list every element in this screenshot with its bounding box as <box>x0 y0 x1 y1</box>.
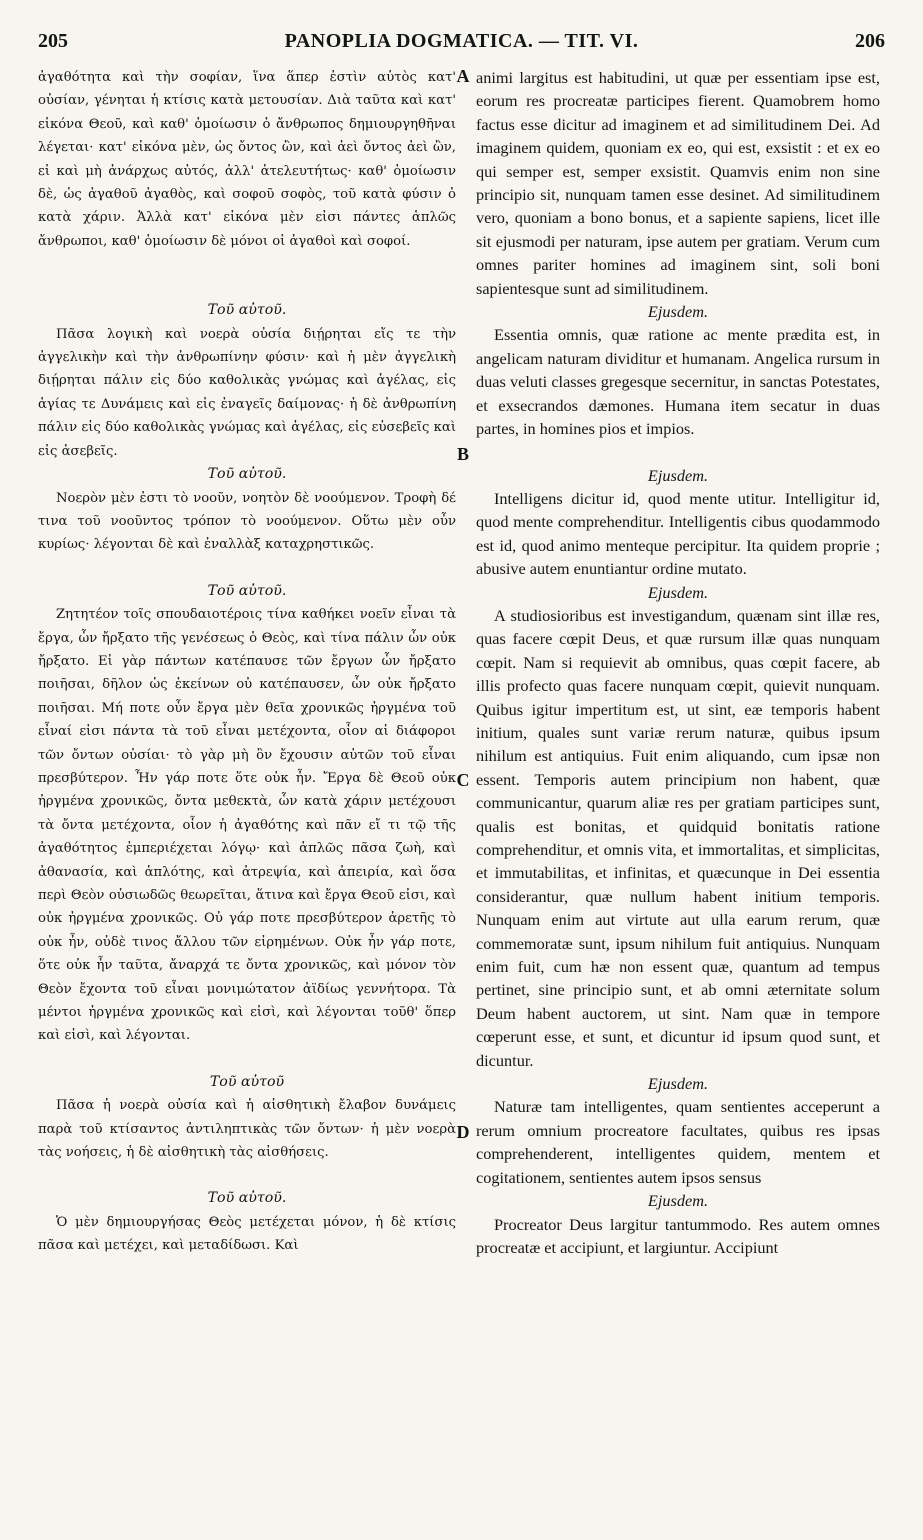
latin-paragraph-2: Essentia omnis, quæ ratione ac mente prædita est, in angelicam naturam dividitur et humanam. Angelica rursum in duas veluti classes gregesque secernitur, in sanctas Potestates, et exsecrandos dæmones. Humana item secatur in duas partes, in homines pios et impios. <box>476 325 880 439</box>
latin-heading-5: Ejusdem. <box>647 1074 709 1094</box>
greek-heading-2: Τοῦ αὐτοῦ. <box>207 302 287 319</box>
section-marker-d: D <box>456 1122 470 1142</box>
greek-heading-6: Τοῦ αὐτοῦ. <box>207 1190 287 1207</box>
section-marker-c: C <box>456 770 470 790</box>
greek-heading-5: Τοῦ αὐτοῦ <box>209 1073 285 1090</box>
greek-paragraph-6: Ὁ μὲν δημιουργήσας Θεὸς μετέχεται μόνον, ἡ δὲ κτίσις πᾶσα καὶ μετέχει, καὶ μεταδίδωσι. Καὶ <box>38 1214 456 1254</box>
page-header <box>38 30 885 64</box>
greek-paragraph-4: Ζητητέον τοῖς σπουδαιοτέροις τίνα καθήκει νοεῖν εἶναι τὰ ἔργα, ὧν ἤρξατο τῆς γενέσεως ὁ Θεὸς, καὶ τίνα πάλιν ὧν οὐκ ἤρξατο. Εἰ γὰρ πάντων κατέπαυσε τῶν ἔργων ὧν ἤρξατο ποιῆσαι, δῆλον ὡς ἐκείνων οὐ κατέπαυσεν, ὧν οὐκ ἤρξατο ποιῆσαι. Μή ποτε οὖν ἔργα μὲν θεῖα χρονικῶς ἠργμένα τοῦ εἶναί εἰσι πάντα τὰ τοῦ εἶναι μετέχοντα, οἷον αἱ διάφοροι τῶν ὄντων οὐσίαι· τὸ γὰρ μὴ ὂν ἔχουσιν αὐτῶν τοῦ εἶναι πρεσβύτερον. Ἦν γάρ ποτε ὅτε οὐκ ἦν. Ἔργα δὲ Θεοῦ οὐκ ἠργμένα χρονικῶς, ὄντα μεθεκτὰ, ὧν κατὰ χάριν μετέχουσι τὰ ὄντα μετέχοντα, οἷον ἡ ἀγαθότης καὶ πᾶν εἴ τι τῷ τῆς ἀγαθότητος ἐμπεριέχεται λόγῳ· καὶ ἁπλῶς πᾶσα ζωὴ, καὶ ἀθανασία, καὶ ἁπλότης, καὶ ἀτρεψία, καὶ ἀπειρία, καὶ ὅσα περὶ Θεὸν οὐσιωδῶς θεωρεῖται, ἅτινα καὶ ἔργα Θεοῦ εἰσι, καὶ οὐκ ἠργμένα χρονικῶς. Οὐ γάρ ποτε πρεσβύτερον ἀρετῆς τὸ οὐκ ἦν, οὐδὲ τινος ἄλλου τῶν εἰρημένων. Οὐκ ἦν γάρ ποτε, ὅτε οὐκ ἦν ταῦτα, ἄναρχά τε ὄντα χρονικῶς, καὶ μόνον τὸν Θεὸν ἔχοντα τοῦ εἶναι μονιμώτατον ἀϊδίως γεννήτορα. Τὰ μέντοι ἠργμένα χρονικῶς καὶ εἰσὶ, καὶ λέγονται τοῦθ' ὅπερ καὶ εἰσὶ, καὶ λέγονται. <box>38 607 456 1044</box>
latin-paragraph-6: Procreator Deus largitur tantummodo. Res autem omnes procreatæ et accipiunt, et largiuntur. Accipiunt <box>476 1214 880 1257</box>
latin-heading-6: Ejusdem. <box>647 1191 709 1211</box>
latin-heading-4: Ejusdem. <box>647 582 709 602</box>
greek-paragraph-5: Πᾶσα ἡ νοερὰ οὐσία καὶ ἡ αἰσθητικὴ ἔλαβον δυνάμεις παρὰ τοῦ κτίσαντος ἀντιληπτικὰς τῶν ὄντων· ἡ μὲν νοερὰ τὰς νοήσεις, ἡ δὲ αἰσθητικὴ τὰς αἰσθήσεις. <box>38 1098 456 1161</box>
latin-paragraph-5: Naturæ tam intelligentes, quam sentientes acceperunt a rerum omnium procreatore facultates, quibus res ipsas comprehenderent, intelligentes quidem, mentem et cogitationem, sentientes autem ipsos sensus <box>476 1097 880 1187</box>
greek-paragraph-3: Νοερὸν μὲν ἐστι τὸ νοοῦν, νοητὸν δὲ νοούμενον. Τροφὴ δέ τινα τοῦ νοοῦντος τρόπον τὸ νοούμενον. Οὕτω μὲν οὖν κυρίως· λέγονται δὲ καὶ ἐναλλὰξ καταχρηστικῶς. <box>38 490 456 553</box>
latin-paragraph-4: A studiosioribus est investigandum, quænam sint illæ res, quas facere cœpit Deus, et quæ rursum illæ quas nunquam cœpit. Nam si requievit ab omnibus, quas cœpit facere, ab illis profecto quas facere nunquam cœpit, quievit nunquam. Quibus igitur impertitum est, ut sint, eæ temporis habent initium, quales sunt variæ rerum naturæ, quibus ipsum nihilum est antiquius. Fuit enim aliquando, cum ipsæ non essent. Temporis autem principium non habent, quæ communicantur, quarum aliæ res per gratiam participes sunt, qualis est bonitas, et quidquid bonitatis ratione comprehenditur, et omnis vita, et immortalitas, et simplicitas, et immutabilitas, et infinitas, et quæcunque in Dei essentia considerantur, quæ nullum habent initium temporis. Nunquam enim aut virtute aut ulla earum rerum, quæ commemoratæ sunt, ipsum nihilum fuit antiquius. Nunquam enim fuit, cum hæ non essent quæ, quantum ad tempus pertinet, sine principio sunt, et ab omni æternitate solum Deum habent auctorem, ut sint. Nam quæ in tempore cœperunt esse, et sunt, et dicuntur id ipsum quod sunt, et dicuntur. <box>476 605 880 1070</box>
section-marker-b: B <box>456 444 469 464</box>
greek-paragraph-2: Πᾶσα λογικὴ καὶ νοερὰ οὐσία διῄρηται εἴς τε τὴν ἀγγελικὴν καὶ τὴν ἀνθρωπίνην φύσιν· καὶ ἡ μὲν ἀγγελικὴ διῄρηται πάλιν εἰς δύο καθολικὰς γνώμας καὶ ἀγέλας, εἰς ἁγίας τε Δυνάμεις καὶ εἰς ἐναγεῖς δαίμονας· ἡ δὲ ἀνθρωπίνη πάλιν εἰς δύο καθολικὰς γνώμας καὶ ἀγέλας, εἰς εὐσεβεῖς καὶ εἰς ἀσεβεῖς. <box>38 326 456 459</box>
greek-heading-3: Τοῦ αὐτοῦ. <box>207 466 287 483</box>
page-number-left: 205 <box>38 30 68 52</box>
greek-column <box>38 66 456 1258</box>
latin-paragraph-3: Intelligens dicitur id, quod mente utitur. Intelligitur id, quod mente comprehenditur. Intelligentis cibus quodammodo est id, quod animo menteque percipitur. Ita quidem proprie ; abusive autem enuntiantur ordine mutato. <box>476 488 880 579</box>
greek-heading-4: Τοῦ αὐτοῦ. <box>207 582 287 599</box>
greek-paragraph-1: ἀγαθότητα καὶ τὴν σοφίαν, ἵνα ἅπερ ἐστὶν αὐτὸς κατ' οὐσίαν, γένηται ἡ κτίσις κατὰ μετουσίαν. Διὰ ταῦτα καὶ κατ' εἰκόνα Θεοῦ, καὶ καθ' ὁμοίωσιν ὁ ἄνθρωπος δημιουργηθῆναι λέγεται· κατ' εἰκόνα μὲν, ὡς ὄντος ὢν, καὶ ἀεὶ ὄντος ἀεὶ ὢν, εἰ καὶ μὴ ἀνάρχως αὐτός, ἀλλ' ἀτελευτήτως· καθ' ὁμοίωσιν δὲ, ὡς ἀγαθοῦ ἀγαθὸς, καὶ σοφοῦ σοφὸς, τοῦ κατὰ φύσιν ὁ κατὰ χάριν. Ἀλλὰ κατ' εἰκόνα μὲν εἰσι πάντες ἁπλῶς ἄνθρωποι, καθ' ὁμοίωσιν δὲ μόνοι οἱ ἀγαθοὶ καὶ σοφοί. <box>38 70 456 249</box>
section-marker-a: A <box>456 66 470 86</box>
latin-paragraph-1: animi largitus est habitudini, ut quæ per essentiam ipse est, eorum res procreatæ participes fierent. Quamobrem homo factus esse dicitur ad imaginem et ad similitudinem Dei. Ad imaginem quidem, quoniam ex eo, qui est, exsistit : et ex eo qui semper est, semper exsistit. Quamvis enim non sine principio sit, nunquam tamen esse desinet. Ad similitudinem vero, quoniam a bono bonus, et a sapiente sapiens, licet ille sit ejusmodi per naturam, ipse autem per gratiam. Verum cum omnes pariter homines ad imaginem sint, soli boni sapientesque sunt ad similitudinem. <box>476 68 880 298</box>
page-number-right: 206 <box>855 30 885 52</box>
latin-heading-3: Ejusdem. <box>647 465 709 485</box>
latin-heading-2: Ejusdem. <box>647 302 709 322</box>
latin-column <box>476 66 880 1259</box>
running-title: PANOPLIA DOGMATICA. — TIT. VI. <box>284 30 639 52</box>
